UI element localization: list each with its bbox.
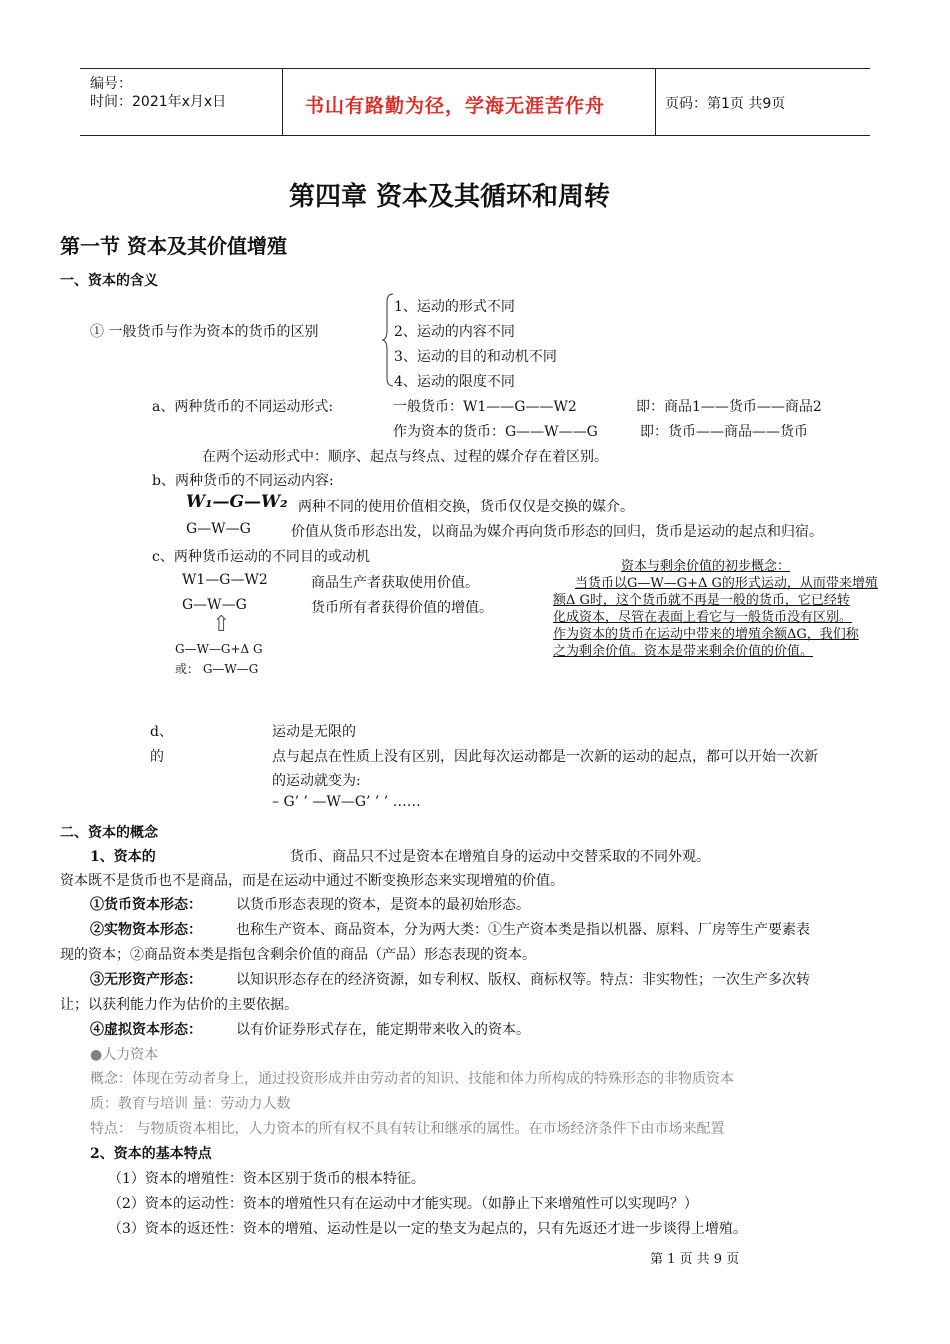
note-line: 额Δ G时，这个货币就不再是一般的货币，它已经转 bbox=[553, 593, 850, 608]
diff-item: 3、运动的目的和动机不同 bbox=[394, 349, 557, 365]
header-left bbox=[80, 69, 282, 135]
c-formula1-desc: 商品生产者获取使用价值。 bbox=[311, 575, 479, 591]
trait-item: （1）资本的增殖性：资本区别于货币的根本特征。 bbox=[108, 1171, 425, 1187]
note-line: 作为资本的货币在运动中带来的增殖余额ΔG，我们称 bbox=[553, 627, 859, 642]
number-label: 编号： bbox=[90, 76, 132, 92]
heading-two: 二、资本的概念 bbox=[60, 825, 158, 841]
c-formula2-desc: 货币所有者获得价值的增值。 bbox=[311, 600, 493, 616]
form-text: 以货币形态表现的资本，是资本的最初始形态。 bbox=[236, 897, 530, 913]
date-label: 时间：2021年x月x日 bbox=[90, 94, 227, 110]
d-label: d、 bbox=[150, 724, 173, 740]
human-capital-line: 质：教育与培训 量：劳动力人数 bbox=[90, 1096, 291, 1112]
human-capital-line: 概念：体现在劳动者身上，通过投资形成并由劳动者的知识、技能和体力所构成的特殊形态的非物质资本 bbox=[90, 1071, 734, 1087]
chapter-title: 第四章 资本及其循环和周转 bbox=[289, 182, 611, 212]
heading-one: 一、资本的含义 bbox=[60, 273, 158, 289]
page-footer: 第 1 页 共 9 页 bbox=[650, 1252, 740, 1267]
d-line1: 运动是无限的 bbox=[272, 724, 356, 740]
a-summary: 在两个运动形式中：顺序、起点与终点、过程的媒介存在着区别。 bbox=[202, 449, 608, 465]
form-text: 以有价证券形式存在，能定期带来收入的资本。 bbox=[236, 1022, 530, 1038]
brace-icon bbox=[381, 292, 395, 388]
form-label: ①货币资本形态： bbox=[90, 897, 202, 913]
b-formula2: G—W—G bbox=[186, 521, 251, 537]
b-formula1-desc: 两种不同的使用价值相交换，货币仅仅是交换的媒介。 bbox=[298, 499, 634, 515]
page-label: 页码：第1页 共9页 bbox=[665, 96, 786, 112]
diff-item: 4、运动的限度不同 bbox=[394, 374, 515, 390]
trait-item: （2）资本的运动性：资本的增殖性只有在运动中才能实现。（如静止下来增殖性可以实现吗？） bbox=[108, 1196, 698, 1212]
form-text: 以知识形态存在的经济资源，如专利权、版权、商标权等。特点：非实物性；一次生产多次转 bbox=[236, 972, 810, 988]
diff-item: 2、运动的内容不同 bbox=[394, 324, 515, 340]
c-title: c、两种货币运动的不同目的或动机 bbox=[152, 549, 370, 565]
a-line2-left: 作为资本的货币：G——W——G bbox=[393, 424, 598, 440]
a-line1-right: 即：商品1——货币——商品2 bbox=[636, 399, 822, 415]
c-formula4: 或： G—W—G bbox=[175, 662, 259, 676]
note-line: 当货币以G—W—G+Δ G的形式运动，从而带来增殖 bbox=[575, 576, 878, 591]
d-line2-left: 的 bbox=[150, 749, 164, 765]
a-line2-right: 即：货币——商品——货币 bbox=[640, 424, 808, 440]
human-capital-title: ●人力资本 bbox=[90, 1047, 159, 1063]
header-right bbox=[655, 69, 870, 135]
up-arrow-icon: ⇧ bbox=[212, 612, 231, 637]
form-label: ④虚拟资本形态： bbox=[90, 1022, 202, 1038]
surplus-value-note bbox=[553, 558, 899, 660]
note-line: 之为剩余价值。资本是带来剩余价值的价值。 bbox=[553, 644, 814, 659]
p1-line2: 资本既不是货币也不是商品，而是在运动中通过不断变换形态来实现增殖的价值。 bbox=[60, 873, 564, 889]
header-motto-cell bbox=[282, 69, 656, 135]
b-formula1: W₁—G—W₂ bbox=[186, 492, 288, 512]
b-title: b、两种货币的不同运动内容: bbox=[152, 473, 334, 489]
b-formula2-desc: 价值从货币形态出发，以商品为媒介再向货币形态的回归，货币是运动的起点和归宿。 bbox=[291, 524, 823, 540]
d-line4: – G’ ’ —W—G’ ’ ’ …… bbox=[272, 794, 421, 810]
a-line1-left: 一般货币：W1——G——W2 bbox=[393, 399, 577, 415]
d-line3: 的运动就变为: bbox=[272, 773, 361, 789]
c-formula3: G—W—G+Δ G bbox=[175, 642, 263, 656]
form-label: ②实物资本形态： bbox=[90, 922, 202, 938]
section-title: 第一节 资本及其价值增殖 bbox=[60, 234, 287, 258]
item1-label: ① 一般货币与作为资本的货币的区别 bbox=[90, 324, 319, 340]
note-line: 化成资本，尽管在表面上看它与一般货币没有区别。 bbox=[553, 610, 853, 625]
page-header bbox=[80, 68, 870, 136]
motto: 书山有路勤为径，学海无涯苦作舟 bbox=[305, 95, 606, 117]
p1-text: 货币、商品只不过是资本在增殖自身的运动中交替采取的不同外观。 bbox=[290, 849, 710, 865]
p2-title: 2、资本的基本特点 bbox=[90, 1146, 212, 1162]
p1-lead: 1、资本的 bbox=[90, 849, 156, 865]
c-formula2: G—W—G bbox=[182, 597, 247, 613]
diff-item: 1、运动的形式不同 bbox=[394, 299, 515, 315]
trait-item: （3）资本的返还性：资本的增殖、运动性是以一定的垫支为起点的，只有先返还才进一步谈得上增殖。 bbox=[108, 1221, 747, 1237]
note-title: 资本与剩余价值的初步概念： bbox=[621, 559, 791, 574]
form-text: 也称生产资本、商品资本，分为两大类：①生产资本类是指以机器、原料、厂房等生产要素表 bbox=[236, 922, 810, 938]
d-line2: 点与起点在性质上没有区别，因此每次运动都是一次新的运动的起点，都可以开始一次新 bbox=[272, 749, 818, 765]
a-title: a、两种货币的不同运动形式: bbox=[152, 399, 334, 415]
form-label: ③无形资产形态： bbox=[90, 972, 202, 988]
form-text: 让；以获利能力作为估价的主要依据。 bbox=[60, 997, 298, 1013]
human-capital-line: 特点： 与物质资本相比，人力资本的所有权不具有转让和继承的属性。在市场经济条件下由市场来配置 bbox=[90, 1121, 725, 1137]
form-text: 现的资本；②商品资本类是指包含剩余价值的商品（产品）形态表现的资本。 bbox=[60, 947, 536, 963]
c-formula1: W1—G—W2 bbox=[182, 572, 268, 588]
